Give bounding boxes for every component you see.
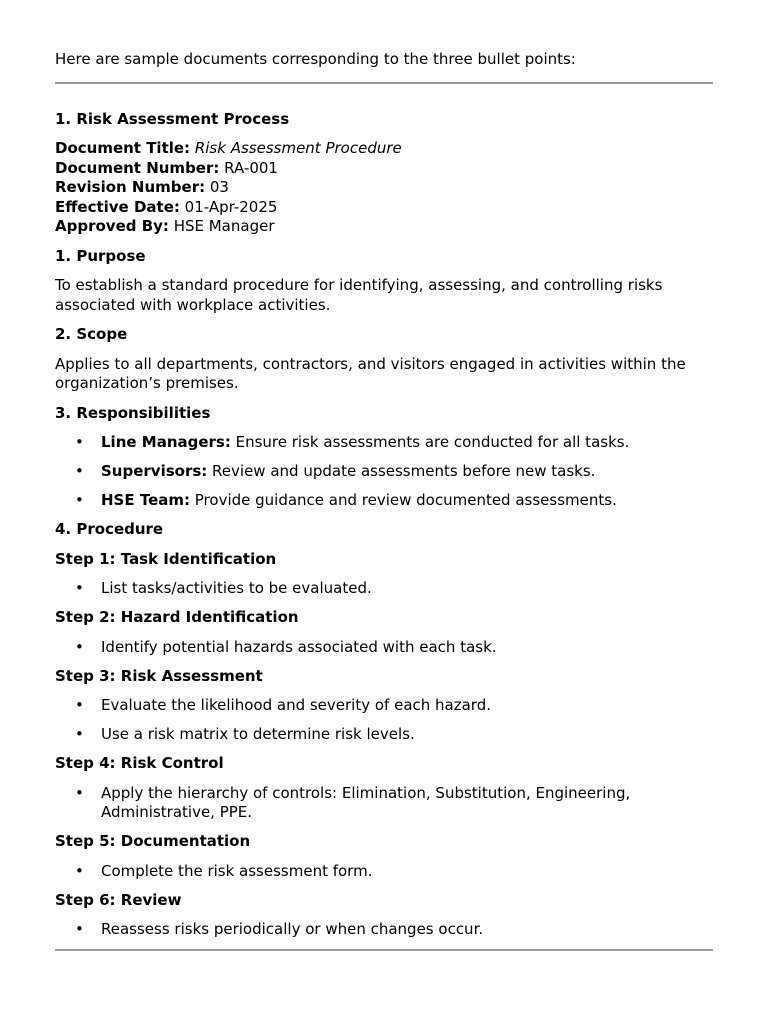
bullet-icon: • — [75, 696, 84, 714]
step-2-list — [55, 638, 713, 658]
meta-document-number — [55, 159, 713, 179]
purpose-text: To establish a standard procedure for identifying, assessing, and controlling risks associated with workplace activities. — [55, 276, 663, 314]
meta-revision-value: 03 — [209, 178, 229, 196]
step-6-list — [55, 920, 713, 940]
step-2-heading: Step 2: Hazard Identification — [55, 608, 299, 626]
section-title: 1. Risk Assessment Process — [55, 109, 290, 128]
top-divider — [55, 82, 713, 84]
meta-number-label: Document Number: — [55, 158, 220, 177]
scope-heading: 2. Scope — [55, 325, 128, 343]
procedure-heading: 4. Procedure — [55, 520, 164, 538]
responsibilities-heading: 3. Responsibilities — [55, 403, 211, 422]
bullet-icon: • — [75, 637, 84, 656]
step-4-heading: Step 4: Risk Control — [55, 754, 224, 772]
list-item — [55, 920, 713, 940]
step-6-heading: Step 6: Review — [55, 890, 182, 909]
step-3-heading: Step 3: Risk Assessment — [55, 666, 263, 685]
responsibility-role: HSE Team: — [101, 491, 190, 509]
responsibility-text: Provide guidance and review documented assessments. — [190, 491, 617, 509]
list-item — [55, 579, 713, 599]
meta-approved-value: HSE Manager — [173, 217, 275, 235]
responsibility-role: Line Managers: — [101, 433, 231, 451]
step-item-text: Use a risk matrix to determine risk levels. — [101, 725, 415, 743]
step-5-list — [55, 862, 713, 882]
meta-title-value: Risk Assessment Procedure — [194, 139, 402, 157]
responsibility-role: Supervisors: — [101, 462, 208, 480]
purpose-heading: 1. Purpose — [55, 246, 146, 265]
meta-revision-label: Revision Number: — [55, 178, 206, 196]
step-item-text: List tasks/activities to be evaluated. — [101, 579, 372, 597]
list-item — [55, 862, 713, 882]
document-metadata — [55, 139, 713, 237]
list-item — [55, 725, 713, 745]
step-1-list — [55, 579, 713, 599]
bullet-icon: • — [75, 433, 84, 451]
meta-approved-by — [55, 217, 713, 237]
step-item-text: Evaluate the likelihood and severity of each hazard. — [101, 696, 491, 714]
bullet-icon: • — [75, 579, 84, 597]
bullet-icon: • — [75, 861, 84, 880]
step-item-text: Identify potential hazards associated with each task. — [101, 637, 497, 656]
responsibility-text: Ensure risk assessments are conducted for all tasks. — [230, 433, 630, 451]
meta-approved-label: Approved By: — [55, 217, 169, 235]
meta-number-value: RA-001 — [224, 158, 278, 177]
bullet-icon: • — [75, 783, 84, 802]
step-item-text: Apply the hierarchy of controls: Elimination, Substitution, Engineering, Administrative, PPE. — [101, 783, 631, 821]
step-4-list — [55, 784, 713, 823]
step-3-list — [55, 696, 713, 745]
meta-title-label: Document Title: — [55, 139, 191, 157]
list-item — [55, 462, 713, 482]
bottom-divider — [55, 949, 713, 951]
step-1-heading: Step 1: Task Identification — [55, 549, 277, 568]
meta-document-title — [55, 139, 713, 159]
meta-revision-number — [55, 178, 713, 198]
meta-date-label: Effective Date: — [55, 197, 180, 216]
list-item — [55, 638, 713, 658]
responsibilities-list — [55, 433, 713, 511]
list-item — [55, 784, 713, 823]
bullet-icon: • — [75, 725, 84, 743]
scope-text: Applies to all departments, contractors, and visitors engaged in activities within the organization’s premises. — [55, 354, 686, 392]
step-item-text: Reassess risks periodically or when changes occur. — [101, 920, 484, 938]
meta-effective-date — [55, 198, 713, 218]
step-item-text: Complete the risk assessment form. — [101, 861, 373, 880]
bullet-icon: • — [75, 462, 84, 480]
list-item — [55, 491, 713, 511]
responsibility-text: Review and update assessments before new tasks. — [207, 462, 596, 480]
bullet-icon: • — [75, 920, 84, 938]
list-item — [55, 433, 713, 453]
list-item — [55, 696, 713, 716]
meta-date-value: 01-Apr-2025 — [184, 197, 278, 216]
intro-text: Here are sample documents corresponding to the three bullet points: — [55, 50, 576, 68]
step-5-heading: Step 5: Documentation — [55, 832, 251, 850]
bullet-icon: • — [75, 491, 84, 509]
